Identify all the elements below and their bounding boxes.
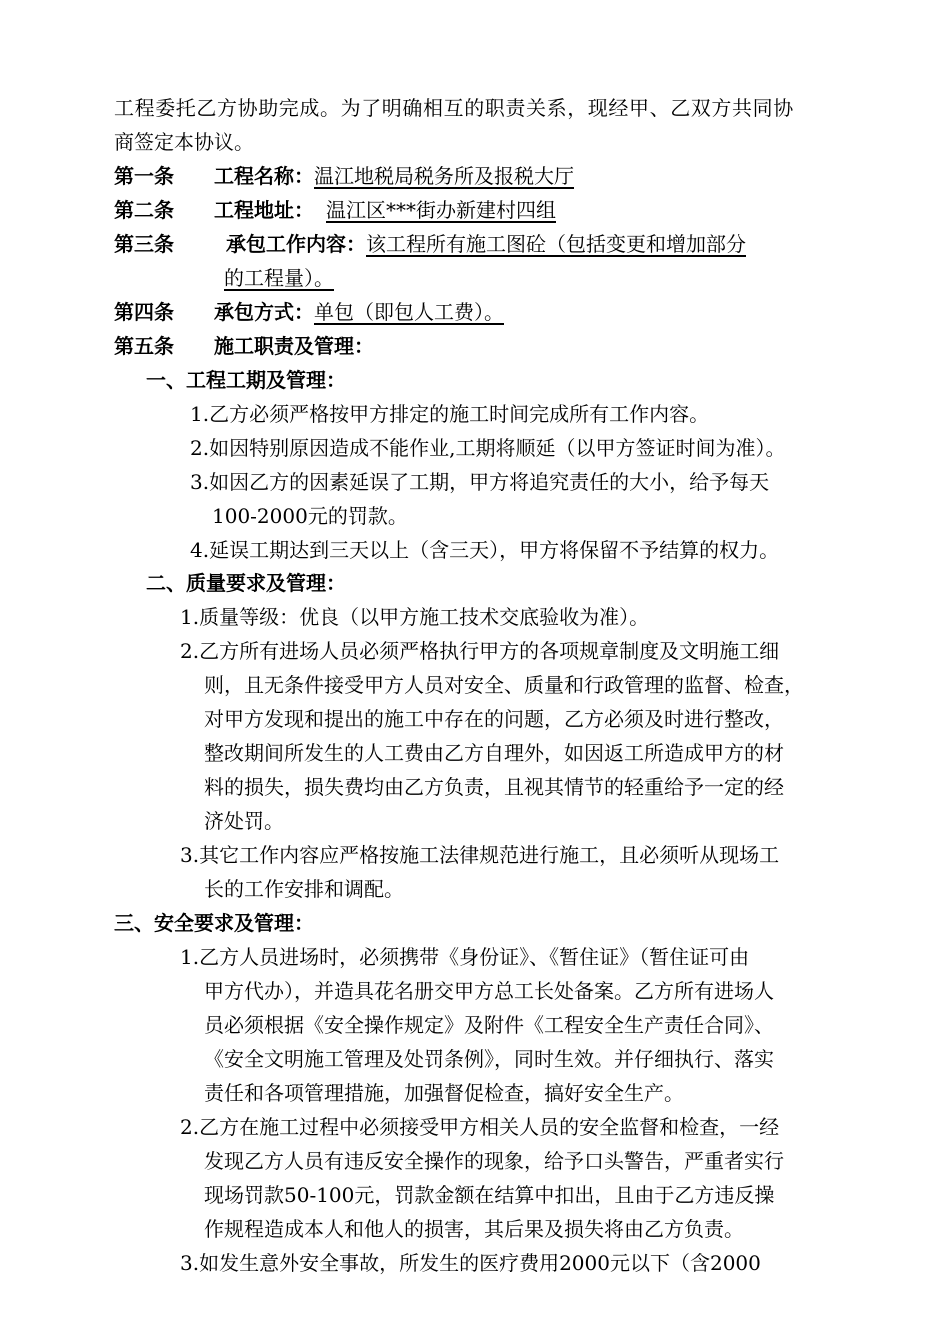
article-3-value: 该工程所有施工图砼（包括变更和增加部分: [366, 232, 746, 256]
section-2-item-2-cont: 整改期间所发生的人工费由乙方自理外，如因返工所造成甲方的材: [204, 741, 784, 765]
section-2-item-3: 3.其它工作内容应严格按施工法律规范进行施工，且必须听从现场工: [180, 843, 780, 867]
section-3-item-2-cont: 作规程造成本人和他人的损害，其后果及损失将由乙方负责。: [204, 1217, 744, 1241]
section-2-item-2-cont: 对甲方发现和提出的施工中存在的问题，乙方必须及时进行整改，: [204, 707, 784, 731]
section-1-item-3: 3.如因乙方的因素延误了工期，甲方将追究责任的大小，给予每天: [190, 470, 770, 494]
article-5-number: 第五条: [114, 334, 174, 358]
section-2-item-1: 1.质量等级：优良（以甲方施工技术交底验收为准）。: [180, 605, 650, 629]
article-2-line: [214, 193, 556, 227]
section-3-item-1-cont: 甲方代办），并造具花名册交甲方总工长处备案。乙方所有进场人: [204, 979, 774, 1003]
section-1-item-4: 4.延误工期达到三天以上（含三天），甲方将保留不予结算的权力。: [190, 538, 780, 562]
section-3-item-2-cont: 现场罚款50-100元，罚款金额在结算中扣出，且由于乙方违反操: [204, 1183, 775, 1207]
article-2-label: 工程地址：: [214, 198, 314, 222]
section-1-item-1: 1.乙方必须严格按甲方排定的施工时间完成所有工作内容。: [190, 402, 710, 426]
section-3-item-1-cont: 员必须根据《安全操作规定》及附件《工程安全生产责任合同》、: [204, 1013, 774, 1037]
section-2-item-2-cont: 济处罚。: [204, 809, 284, 833]
article-4-line: [214, 295, 504, 329]
article-1-line: [214, 159, 574, 193]
article-1-label: 工程名称：: [214, 164, 314, 188]
article-4-value: 单包（即包人工费）。: [314, 300, 504, 324]
section-2-item-2: 2.乙方所有进场人员必须严格执行甲方的各项规章制度及文明施工细: [180, 639, 780, 663]
article-4-label: 承包方式：: [214, 300, 314, 324]
section-3-item-2: 2.乙方在施工过程中必须接受甲方相关人员的安全监督和检查，一经: [180, 1115, 780, 1139]
article-2-number: 第二条: [114, 198, 174, 222]
intro-line-1: 工程委托乙方协助完成。为了明确相互的职责关系，现经甲、乙双方共同协: [114, 96, 794, 120]
article-3-line: [226, 227, 746, 261]
article-5-label: 施工职责及管理：: [214, 334, 374, 358]
section-3-item-1-cont: 《安全文明施工管理及处罚条例》，同时生效。并仔细执行、落实: [204, 1047, 774, 1071]
section-2-item-3-cont: 长的工作安排和调配。: [204, 877, 404, 901]
article-3-label: 承包工作内容：: [226, 232, 366, 256]
section-2-item-2-cont: 则，且无条件接受甲方人员对安全、质量和行政管理的监督、检查，: [204, 673, 804, 697]
section-1-item-2: 2.如因特别原因造成不能作业,工期将顺延（以甲方签证时间为准）。: [190, 436, 786, 460]
article-1-number: 第一条: [114, 164, 174, 188]
section-3-item-1: 1.乙方人员进场时，必须携带《身份证》、《暂住证》（暂住证可由: [180, 945, 750, 969]
article-2-value: 温江区***街办新建村四组: [326, 198, 556, 222]
article-1-value: 温江地税局税务所及报税大厅: [314, 164, 574, 188]
section-1-heading: 一、工程工期及管理：: [146, 368, 346, 392]
section-2-heading: 二、质量要求及管理：: [146, 571, 346, 595]
section-3-item-3: 3.如发生意外安全事故，所发生的医疗费用2000元以下（含2000: [180, 1251, 761, 1275]
article-3-value-cont: 的工程量）。: [224, 266, 334, 290]
article-4-number: 第四条: [114, 300, 174, 324]
article-3-number: 第三条: [114, 232, 174, 256]
section-3-item-2-cont: 发现乙方人员有违反安全操作的现象，给予口头警告，严重者实行: [204, 1149, 784, 1173]
section-3-heading: 三、安全要求及管理：: [114, 911, 314, 935]
section-2-item-2-cont: 料的损失，损失费均由乙方负责，且视其情节的轻重给予一定的经: [204, 775, 784, 799]
intro-line-2: 商签定本协议。: [114, 130, 254, 154]
section-1-item-3-cont: 100-2000元的罚款。: [212, 504, 408, 528]
section-3-item-1-cont: 责任和各项管理措施，加强督促检查，搞好安全生产。: [204, 1081, 684, 1105]
